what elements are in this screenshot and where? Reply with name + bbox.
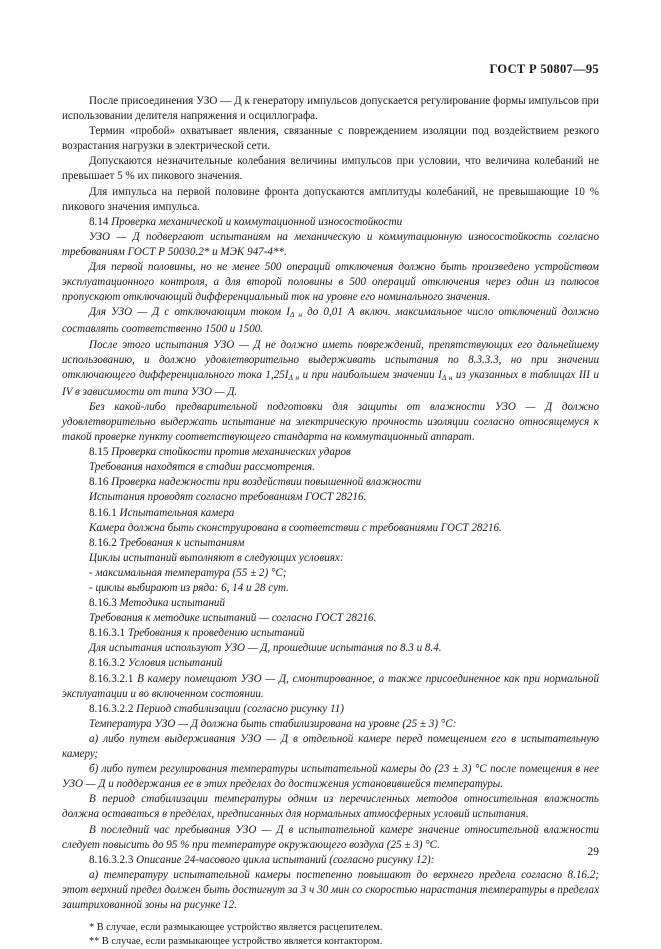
paragraph — [62, 338, 599, 400]
symbol: I — [284, 368, 289, 381]
section-title: Проверка надежности при воздействии повышенной влажности — [111, 476, 422, 489]
section-title: Условия испытаний — [127, 657, 223, 670]
section-number: 8.15 — [89, 446, 109, 459]
footnotes — [62, 921, 599, 949]
section-heading-8-16-3-2-2 — [62, 702, 599, 717]
paragraph: Требования находятся в стадии рассмотрения. — [89, 461, 315, 474]
paragraph: Для испытания используют УЗО — Д, прошедшие испытания по 8.3 и 8.4. — [89, 642, 442, 655]
symbol: I — [286, 306, 290, 319]
paragraph: Термин «пробой» охватывает явления, связанные с повреждением изоляции под воздействием резкого возрастания нагрузки в электрической сети. — [62, 125, 599, 153]
paragraph — [62, 672, 599, 702]
paragraph: Циклы испытаний выполняют в следующих условиях: — [89, 551, 344, 564]
paragraph: Требования к методике испытаний — согласно ГОСТ 28216. — [89, 612, 377, 625]
section-title: Методика испытаний — [119, 597, 226, 610]
section-number: 8.16.3.2.1 — [89, 672, 134, 685]
list-item: а) либо путем выдерживания УЗО — Д в отдельной камере перед помещением его в испытательную камеру; — [62, 732, 599, 761]
symbol: I — [438, 368, 442, 381]
list-item: б) либо путем регулирования температуры испытательной камеры до (23 ± 3) °С после помещения в нее УЗО — Д и поддержания ее в этих пределах до достижения установившейся температуры. — [62, 763, 599, 791]
section-number: 8.14 — [89, 215, 109, 228]
subscript: Δ н — [289, 310, 303, 320]
section-heading-8-16-1 — [62, 506, 599, 521]
section-number: 8.16.3.1 — [89, 627, 126, 640]
page-number: 29 — [587, 846, 599, 858]
paragraph — [62, 305, 599, 337]
paragraph: В последний час пребывания УЗО — Д в испытательной камере значение относительной влажности следует повысить до 95 % при температуре окружающего воздуха (25 ± 3) °С. — [62, 823, 599, 851]
subscript: Δ н — [441, 372, 453, 382]
section-number: 8.16.3.2.3 — [89, 853, 134, 866]
text-run: из указанных в таблицах III и IV в зависимости от типа УЗО — Д. — [62, 368, 599, 398]
text-run: и при наибольшем значении — [299, 368, 439, 381]
document-body — [62, 94, 599, 949]
section-heading-8-16-3-2 — [62, 656, 599, 671]
paragraph: Камера должна быть сконструирована в соответствии с требованиями ГОСТ 28216. — [89, 521, 502, 534]
section-heading-8-15 — [62, 445, 599, 460]
footnote: ** В случае, если размыкающее устройство является контактором. — [89, 936, 383, 948]
section-number: 8.16.2 — [89, 536, 117, 549]
section-title: Проверка стойкости против механических ударов — [111, 446, 351, 459]
paragraph: Испытания проводят согласно требованиям ГОСТ 28216. — [89, 491, 367, 504]
section-title: Требования к испытаниям — [119, 536, 245, 549]
paragraph: Для импульса на первой половине фронта допускаются амплитуды колебаний, не превышающие 10 % пикового значения импульса. — [62, 185, 599, 213]
text-run: В камеру помещают УЗО — Д, смонтированное, а также присоединенное как при нормальной эксплуатации и во включенном состоянии. — [62, 672, 599, 700]
paragraph: После присоединения УЗО — Д к генератору импульсов допускается регулирование формы импульсов при использовании делителя напряжения и осциллографа. — [62, 95, 599, 123]
paragraph: Без какой-либо предварительной подготовки для защиты от влажности УЗО — Д должно удовлетворительно выдержать испытание на электрическую прочность изоляции согласно относящемуся к такой проверке пункту соответствующего стандарта на коммутационный аппарат. — [62, 400, 599, 444]
section-number: 8.16.3 — [89, 597, 117, 610]
text-run: После этого испытания УЗО — Д не должно иметь повреждений, препятствующих его дальнейшему использованию, и должно удовлетворительно выдерживать испытания по 8.3.3.3, но при значении отключающего дифференциального тока 1,25 — [62, 338, 599, 381]
section-number: 8.16.3.2 — [89, 657, 126, 670]
section-number: 8.16.3.2.2 — [89, 702, 134, 715]
section-heading-8-16-3-1 — [62, 626, 599, 641]
document-code: ГОСТ Р 50807—95 — [489, 62, 599, 76]
list-item: - циклы выбирают из ряда: 6, 14 и 28 сут. — [89, 582, 289, 594]
paragraph: В период стабилизации температуры одним из перечисленных методов относительная влажность должна оставаться в пределах, предписанных для нормальных атмосферных условий испытания. — [62, 793, 599, 821]
text-run: Для УЗО — Д с отключающим током — [89, 306, 287, 319]
paragraph: Для первой половины, но не менее 500 операций отключения должно быть произведено устройством эксплуатационного контроля, а для второй половины в 500 операций отключения через один из полюсов пропускают отключающий дифференциальный ток на уровне его номинального значения. — [62, 261, 599, 304]
section-heading-8-16 — [62, 475, 599, 490]
paragraph: Температура УЗО — Д должна быть стабилизирована на уровне (25 ± 3) °С: — [89, 717, 457, 730]
section-heading-8-16-3-2-3 — [62, 853, 599, 868]
paragraph: Допускаются незначительные колебания величины импульсов при условии, что величина колебаний не превышает 5 % их пикового значения. — [62, 155, 599, 183]
text-run: до 0,01 А включ. максимальное число отключений должно составлять соответственно 1500 и 1500. — [62, 306, 599, 336]
section-title: Период стабилизации (согласно рисунку 11) — [136, 702, 344, 715]
section-title: Испытательная камера — [119, 506, 235, 519]
list-item: а) температуру испытательной камеры постепенно повышают до верхнего предела согласно 8.16.2; этот верхний предел должен быть достигнут за 3 ч 30 мин со скоростью нарастания температуры в пределах заштрихованной зоны на рисунке 12. — [62, 868, 599, 911]
section-number: 8.16.1 — [89, 506, 117, 519]
footnote: * В случае, если размыкающее устройство является расцепителем. — [89, 922, 383, 934]
list-item: - максимальная температура (55 ± 2) °С; — [89, 566, 287, 579]
section-title: Требования к проведению испытаний — [127, 627, 305, 640]
section-number: 8.16 — [89, 476, 109, 489]
section-heading-8-16-2 — [62, 536, 599, 551]
paragraph: УЗО — Д подвергают испытаниям на механическую и коммутационную износостойкость согласно требованиям ГОСТ Р 50030.2* и МЭК 947-4**. — [62, 230, 599, 258]
section-heading-8-14 — [62, 215, 599, 230]
subscript: Δ н — [288, 372, 300, 382]
section-heading-8-16-3 — [62, 596, 599, 611]
section-title: Описание 24-часового цикла испытаний (согласно рисунку 12): — [136, 853, 435, 866]
section-title: Проверка механической и коммутационной износостойкости — [111, 215, 403, 228]
